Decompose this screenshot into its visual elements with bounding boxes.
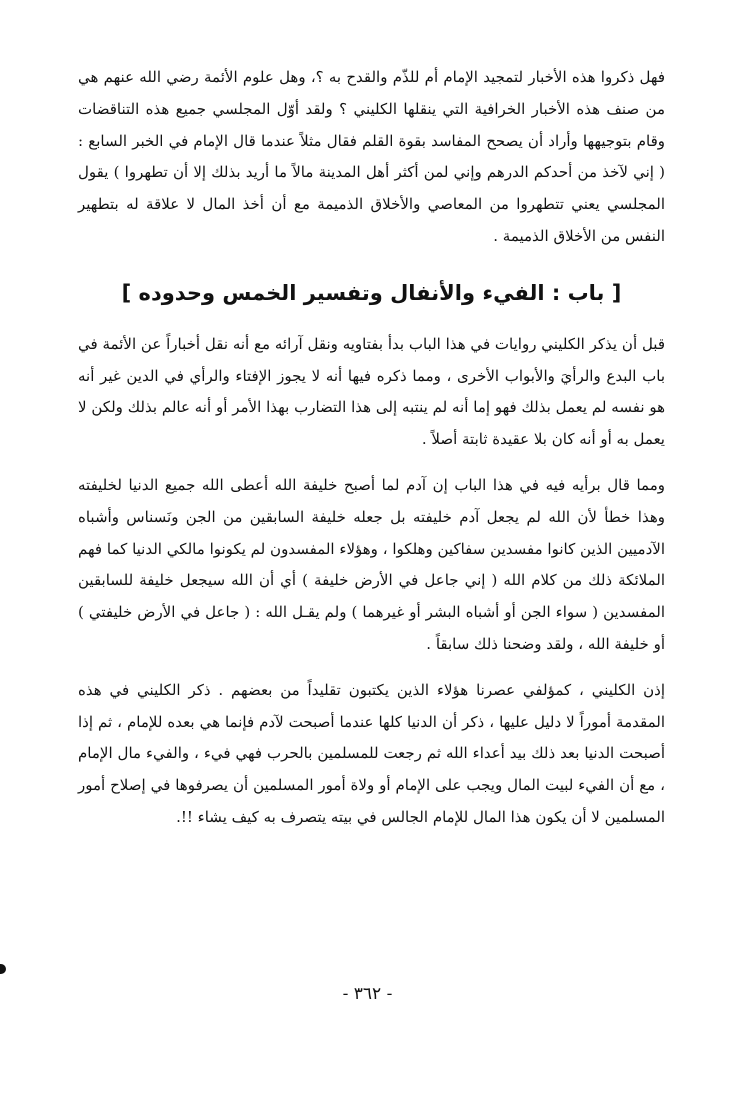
- page-number: - ٣٦٢ -: [342, 984, 393, 1004]
- paragraph-3: ومما قال برأيه فيه في هذا الباب إن آدم لما أصبح خليفة الله أعطى الله جميع الدنيا لخليفته وهذا خطأ لأن الله لم يجعل آدم خليفته بل جعله خليفة السابقين من الجن ونَسناس وأشباه الآدميين الذين كانوا مفسدين سفاكين وهلكوا ، وهؤلاء المفسدون لم يكونوا مالكي الدنيا كما فهم الملائكة ذلك من كلام الله ( إني جاعل في الأرض خليفة ) أي أن الله سيجعل خليفة للسابقين المفسدين ( سواء الجن أو أشباه البشر أو غيرهما ) ولم يقـل الله : ( جاعل في الأرض خليفتي ) أو خليفة الله ، ولقد وضحنا ذلك سابقاً .: [78, 475, 665, 653]
- paragraph-2: قبل أن يذكر الكليني روايات في هذا الباب بدأ بفتاويه ونقل آرائه مع أنه نقل أخباراً عن الأئمة في باب البدع والرأيَ والأبواب الأخرى ، ومما ذكره فيها أنه لا يجوز الإفتاء والرأي في الدين غير أنه هو نفسه لم يعمل بذلك فهو إما أنه لم ينتبه إلى هذا التضارب بهذا الأمر أو أنه عالم بذلك ولكن لا يعمل به أو أنه كان بلا عقيدة ثابتة أصلاً .: [78, 334, 665, 449]
- book-page-body: [78, 62, 665, 834]
- margin-mark: [0, 964, 6, 974]
- chapter-heading: [ باب : الفيء والأنفال وتفسير الخمس وحدوده ]: [121, 280, 622, 305]
- paragraph-4: إذن الكليني ، كمؤلفي عصرنا هؤلاء الذين يكتبون تقليداً من بعضهم . ذكر الكليني في هذه المقدمة أموراً لا دليل عليها ، ذكر أن الدنيا كلها عندما أصبحت لآدم فإنما هي بعده للإمام ، ثم إذا أصبحت الدنيا بعد ذلك بيد أعداء الله ثم رجعت للمسلمين بالحرب فهي فيء ، والفيء مال الإمام ، مع أن الفيء لبيت المال ويجب على الإمام أو ولاة أمور المسلمين أن يصرفوها في إصلاح أمور المسلمين لا أن يكون هذا المال للإمام الجالس في بيته يتصرف به كيف يشاء !!.: [78, 680, 665, 826]
- paragraph-1: فهل ذكروا هذه الأخبار لتمجيد الإمام أم للذّم والقدح به ؟، وهل علوم الأئمة رضي الله عنهم هي من صنف هذه الأخبار الخرافية التي ينقلها الكليني ؟ ولقد أوّل المجلسي جميع هذه التناقضات وقام بتوجيهها وأراد أن يصحح المفاسد بقوة القلم فقال مثلاً عندما قال الإمام في الخبر السابع : ( إني لآخذ من أحدكم الدرهم وإني لمن أكثر أهل المدينة مالاً ما أريد بذلك إلا أن تطهروا ) يقول المجلسي يعني تتطهروا من المعاصي والأخلاق الذميمة مع أن أخذ المال لا علاقة له بتطهير النفس من الأخلاق الذميمة .: [78, 68, 665, 245]
